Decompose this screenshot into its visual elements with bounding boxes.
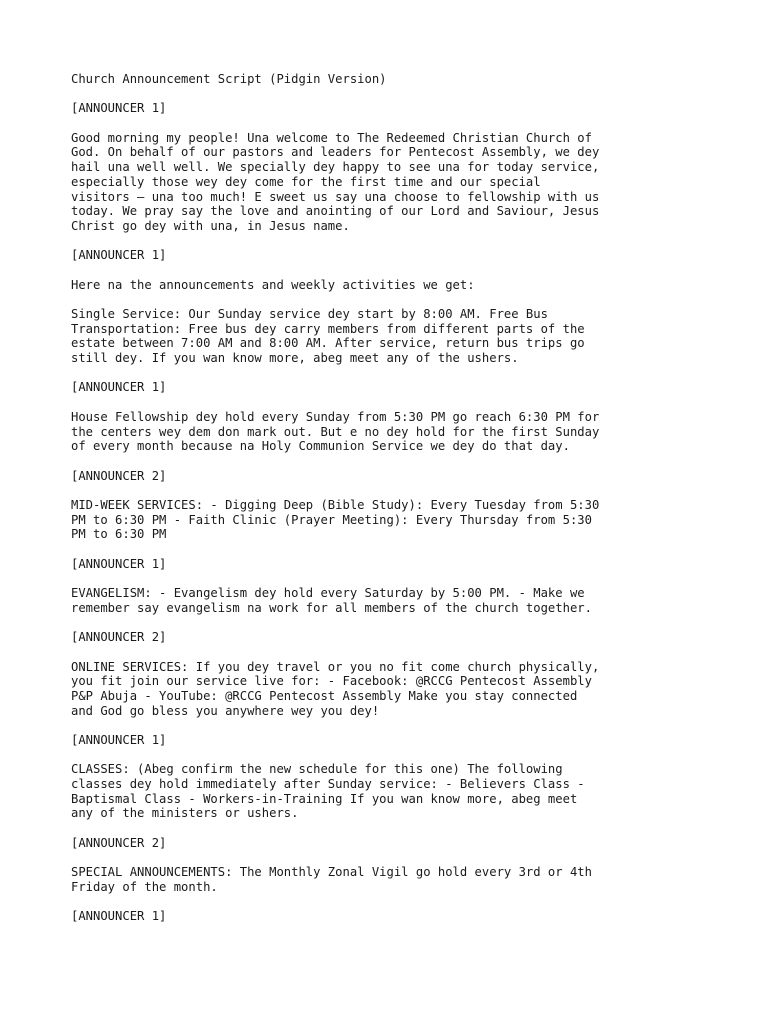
speaker-line: [ANNOUNCER 2]	[71, 630, 167, 645]
document-body	[71, 101, 691, 924]
paragraph-line: the centers wey dem don mark out. But e no dey hold for the first Sunday	[71, 424, 600, 439]
paragraph-line: Baptismal Class - Workers-in-Training If you wan know more, abeg meet	[71, 791, 578, 806]
speaker-line: [ANNOUNCER 1]	[71, 556, 167, 571]
paragraph	[71, 586, 691, 615]
paragraph-line: hail una well well. We specially dey happy to see una for today service,	[71, 160, 600, 175]
paragraph-line: visitors – una too much! E sweet us say una choose to fellowship with us	[71, 189, 600, 204]
speaker-label	[71, 909, 691, 924]
speaker-label	[71, 630, 691, 645]
speaker-line: [ANNOUNCER 1]	[71, 248, 167, 263]
speaker-label	[71, 733, 691, 748]
paragraph-line: PM to 6:30 PM	[71, 527, 167, 542]
paragraph-line: EVANGELISM: - Evangelism dey hold every Saturday by 5:00 PM. - Make we	[71, 586, 585, 601]
paragraph-line: Transportation: Free bus dey carry members from different parts of the	[71, 321, 585, 336]
paragraph-line: Good morning my people! Una welcome to The Redeemed Christian Church of	[71, 130, 592, 145]
speaker-line: [ANNOUNCER 1]	[71, 732, 167, 747]
speaker-label	[71, 101, 691, 116]
speaker-line: [ANNOUNCER 2]	[71, 835, 167, 850]
paragraph-line: today. We pray say the love and anointing of our Lord and Saviour, Jesus	[71, 204, 600, 219]
paragraph	[71, 410, 691, 454]
paragraph-line: still dey. If you wan know more, abeg meet any of the ushers.	[71, 351, 519, 366]
speaker-line: [ANNOUNCER 2]	[71, 468, 167, 483]
paragraph	[71, 307, 691, 366]
paragraph-line: and God go bless you anywhere wey you dey!	[71, 703, 380, 718]
speaker-label	[71, 248, 691, 263]
paragraph-line: PM to 6:30 PM - Faith Clinic (Prayer Meeting): Every Thursday from 5:30	[71, 512, 592, 527]
paragraph-line: ONLINE SERVICES: If you dey travel or you no fit come church physically,	[71, 659, 600, 674]
paragraph	[71, 131, 691, 234]
speaker-label	[71, 836, 691, 851]
paragraph-line: God. On behalf of our pastors and leaders for Pentecost Assembly, we dey	[71, 145, 600, 160]
speaker-label	[71, 469, 691, 484]
speaker-line: [ANNOUNCER 1]	[71, 101, 167, 116]
paragraph-line: House Fellowship dey hold every Sunday from 5:30 PM go reach 6:30 PM for	[71, 409, 600, 424]
document-title	[71, 72, 691, 87]
speaker-label	[71, 557, 691, 572]
speaker-label	[71, 380, 691, 395]
paragraph-line: Here na the announcements and weekly activities we get:	[71, 277, 475, 292]
speaker-line: [ANNOUNCER 1]	[71, 380, 167, 395]
paragraph	[71, 865, 691, 894]
paragraph-line: MID-WEEK SERVICES: - Digging Deep (Bible Study): Every Tuesday from 5:30	[71, 497, 600, 512]
paragraph-line: you fit join our service live for: - Facebook: @RCCG Pentecost Assembly	[71, 674, 592, 689]
paragraph	[71, 660, 691, 719]
paragraph-line: SPECIAL ANNOUNCEMENTS: The Monthly Zonal Vigil go hold every 3rd or 4th	[71, 865, 592, 880]
paragraph-line: P&P Abuja - YouTube: @RCCG Pentecost Assembly Make you stay connected	[71, 688, 578, 703]
paragraph-line: any of the ministers or ushers.	[71, 806, 299, 821]
paragraph-line: CLASSES: (Abeg confirm the new schedule for this one) The following	[71, 762, 563, 777]
paragraph-line: of every month because na Holy Communion Service we dey do that day.	[71, 439, 570, 454]
document-page	[71, 72, 691, 939]
paragraph-line: Christ go dey with una, in Jesus name.	[71, 218, 350, 233]
title-line: Church Announcement Script (Pidgin Version)	[71, 72, 387, 86]
paragraph-line: classes dey hold immediately after Sunday service: - Believers Class -	[71, 777, 585, 791]
paragraph-line: remember say evangelism na work for all members of the church together.	[71, 600, 592, 615]
paragraph-line: Single Service: Our Sunday service dey start by 8:00 AM. Free Bus	[71, 307, 548, 321]
paragraph	[71, 498, 691, 542]
paragraph-line: Friday of the month.	[71, 879, 218, 894]
speaker-line: [ANNOUNCER 1]	[71, 909, 167, 924]
paragraph-line: estate between 7:00 AM and 8:00 AM. After service, return bus trips go	[71, 336, 585, 351]
paragraph	[71, 278, 691, 293]
paragraph-line: especially those wey dey come for the first time and our special	[71, 174, 541, 189]
paragraph	[71, 762, 691, 821]
